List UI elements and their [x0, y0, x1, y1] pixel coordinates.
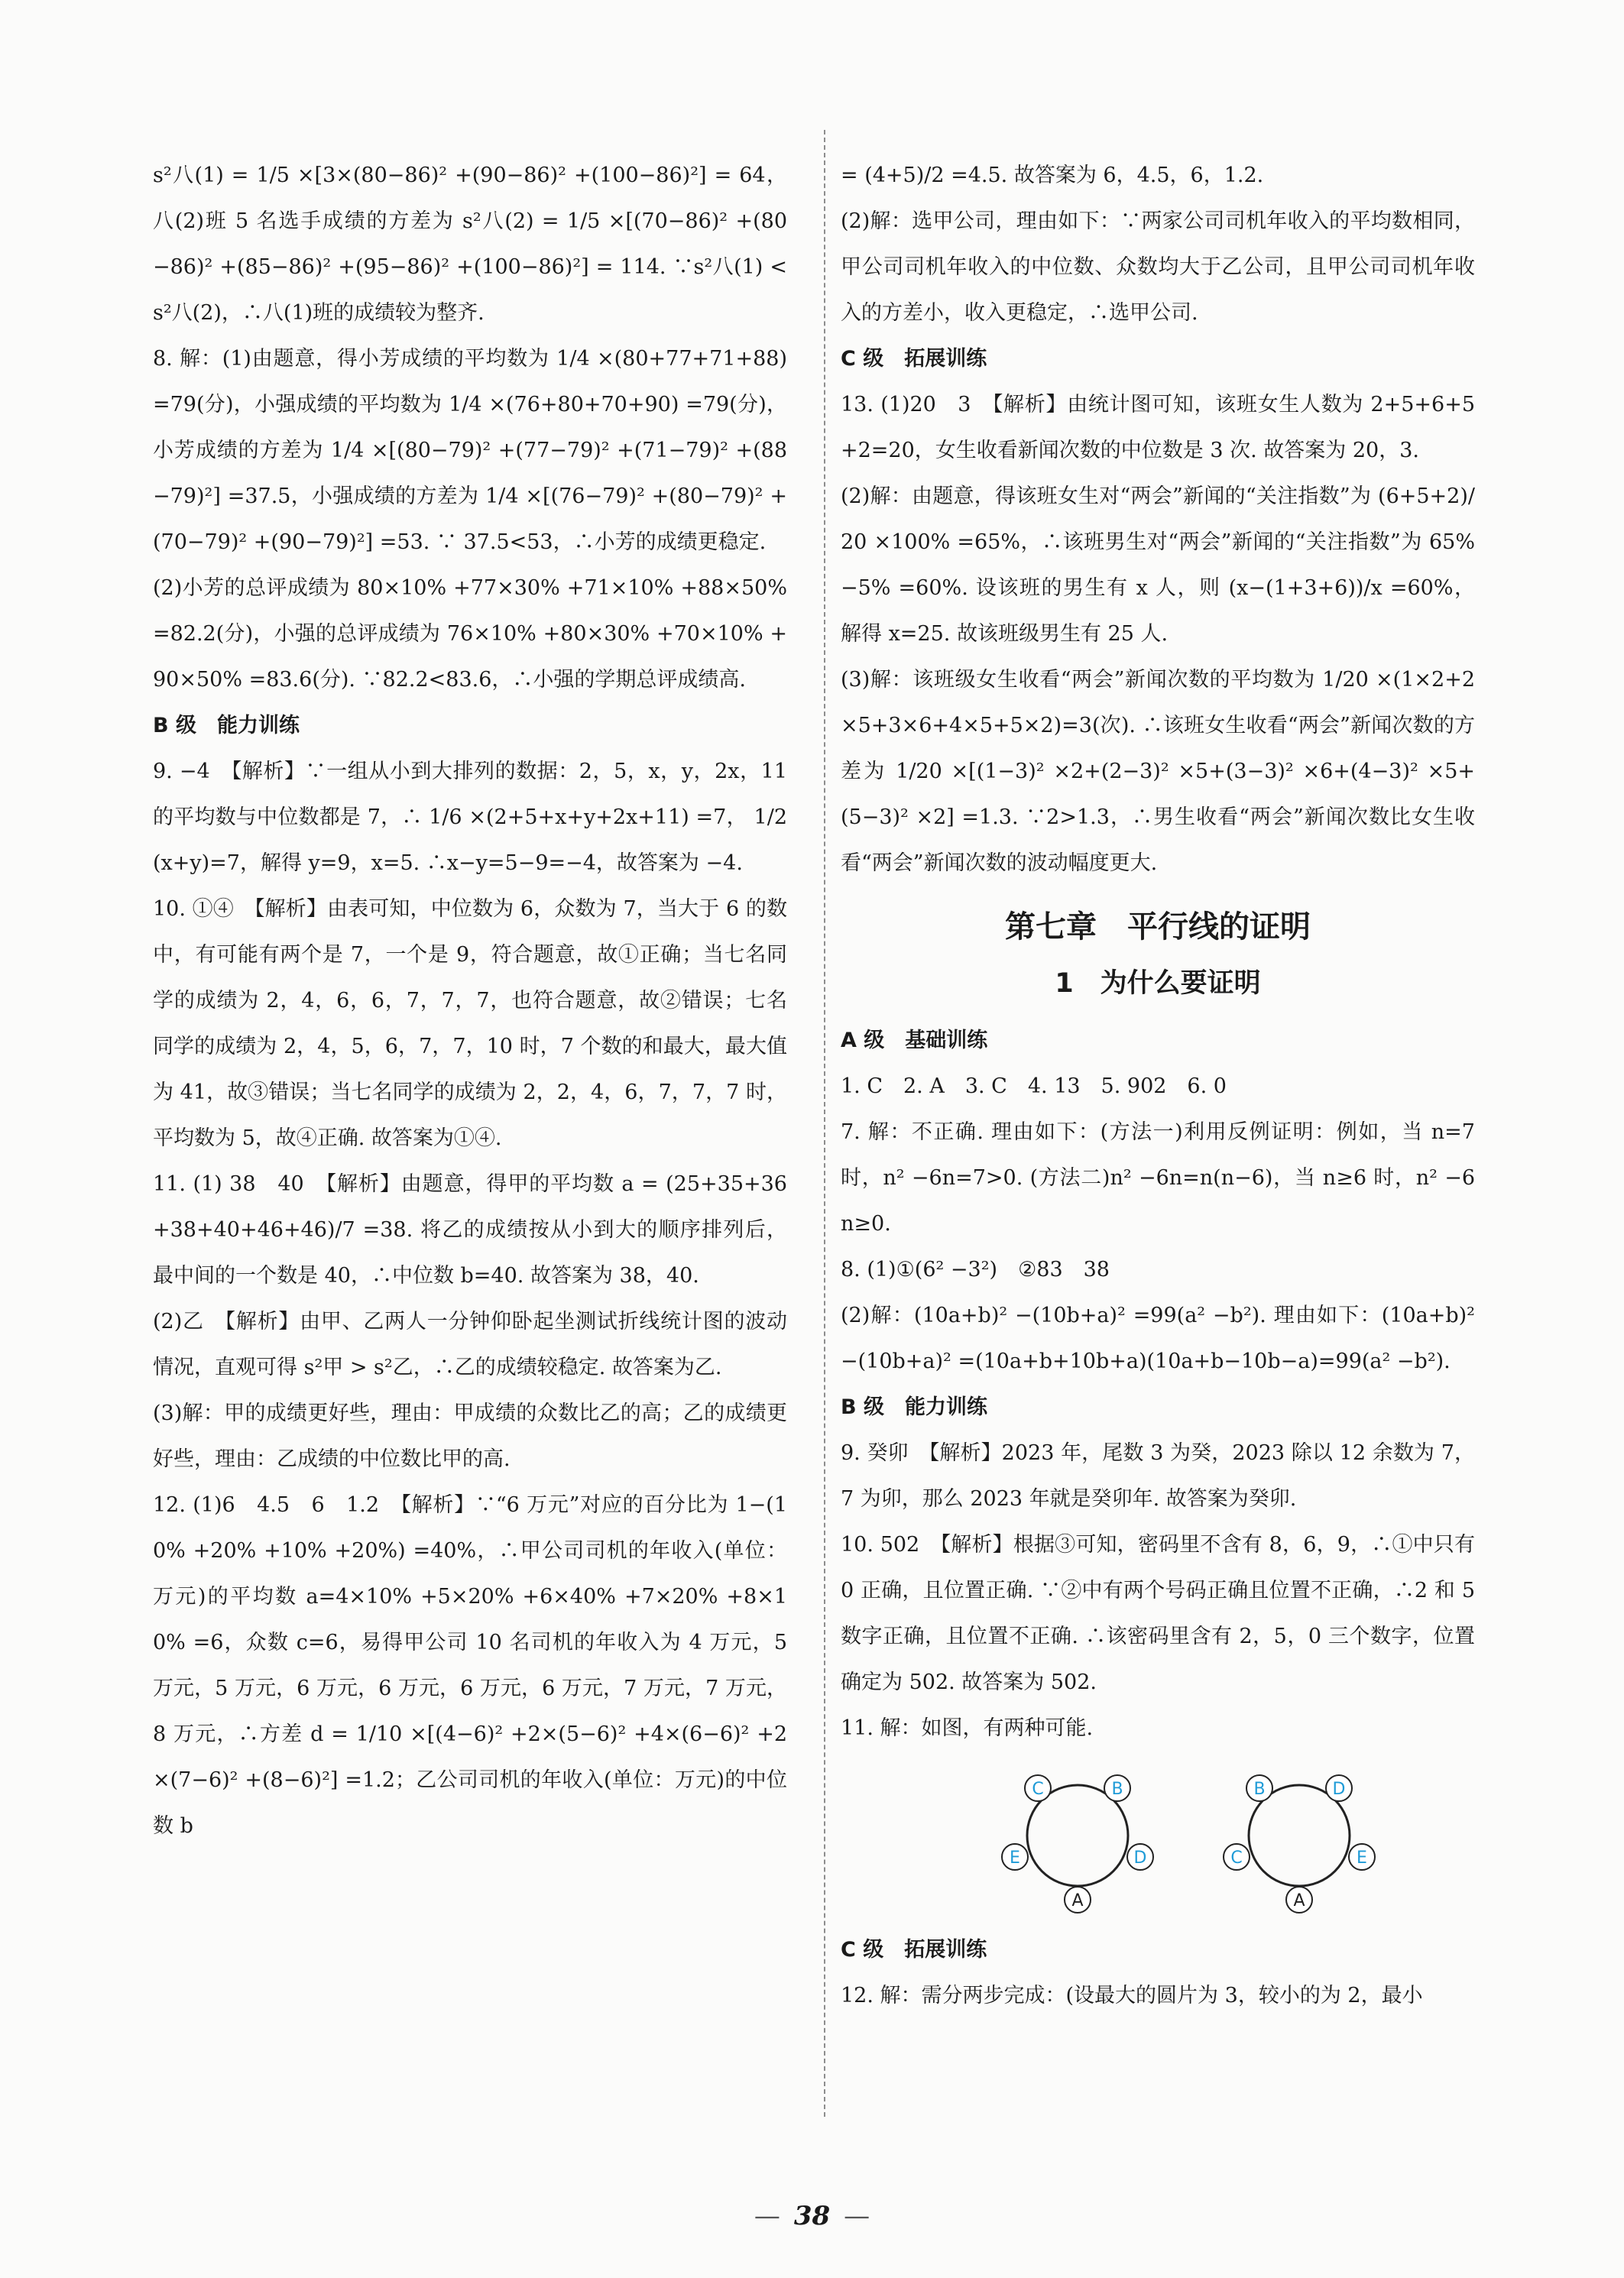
- level-heading: B 级 能力训练: [841, 1395, 987, 1419]
- paragraph: (3)解：甲的成绩更好些，理由：甲成绩的众数比乙的高；乙的成绩更好些，理由：乙成绩的中位数比甲的高.: [153, 1401, 787, 1471]
- seat-label: D: [1133, 1849, 1147, 1868]
- seat-label: A: [1071, 1891, 1084, 1910]
- page-number: [0, 2201, 1624, 2231]
- level-heading: B 级 能力训练: [153, 714, 300, 737]
- paragraph: (2)解：选甲公司，理由如下：∵两家公司司机年收入的平均数相同，甲公司司机年收入的中位数、众数均大于乙公司，且甲公司司机年收入的方差小，收入更稳定，∴选甲公司.: [841, 209, 1475, 325]
- paragraph: 9. 癸卯 【解析】2023 年，尾数 3 为癸，2023 除以 12 余数为 7，7 为卯，那么 2023 年就是癸卯年. 故答案为癸卯.: [841, 1441, 1475, 1511]
- paragraph: 7. 解：不正确. 理由如下：(方法一)利用反例证明：例如，当 n=7 时，n² −6n=7>0. (方法二)n² −6n=n(n−6)，当 n≥6 时，n² −6n≥0.: [841, 1120, 1475, 1236]
- paragraph: 1. C 2. A 3. C 4. 13 5. 902 6. 0: [841, 1074, 1227, 1098]
- paragraph: 13. (1)20 3 【解析】由统计图可知，该班女生人数为 2+5+6+5+2=20，女生收看新闻次数的中位数是 3 次. 故答案为 20，3.: [841, 393, 1475, 462]
- paragraph: 10. 502 【解析】根据③可知，密码里不含有 8，6，9，∴①中只有 0 正确，且位置正确. ∵②中有两个号码正确且位置不正确，∴2 和 5 数字正确，且位置不正确. ∴该密码里含有 2，5，0 三个数字，位置确定为 502. 故答案为 502.: [841, 1533, 1475, 1694]
- paragraph: 10. ①④ 【解析】由表可知，中位数为 6，众数为 7，当大于 6 的数中，有可能有两个是 7，一个是 9，符合题意，故①正确；当七名同学的成绩为 2，4，6，6，7，7，7，也符合题意，故②错误；七名同学的成绩为 2，4，5，6，7，7，10 时，7 个数的和最大，最大值为 41，故③错误；当七名同学的成绩为 2，2，4，6，7，7，7 时，平均数为 5，故④正确. 故答案为①④.: [153, 897, 787, 1150]
- page-number-dash: —: [844, 2201, 870, 2231]
- column-divider: [824, 130, 825, 2117]
- level-heading: C 级 拓展训练: [841, 347, 987, 371]
- page-number-dash: —: [754, 2201, 780, 2231]
- paragraph: 12. (1)6 4.5 6 1.2 【解析】∵“6 万元”对应的百分比为 1−(10% +20% +10% +20%) =40%，∴甲公司司机的年收入(单位：万元)的平均数 a=4×10% +5×20% +6×40% +7×20% +8×10% =6，众数 c=6，易得甲公司 10 名司机的年收入为 4 万元，5 万元，5 万元，6 万元，6 万元，6 万元，6 万元，7 万元，7 万元，8 万元，∴方差 d = 1/10 ×[(4−6)² +2×(5−6)² +4×(6−6)² +2×(7−6)² +(8−6)²] =1.2；乙公司司机的年收入(单位：万元)的中位数 b: [153, 1493, 787, 1838]
- seat-label: E: [1357, 1849, 1367, 1868]
- seating-diagram: [994, 1759, 1421, 1920]
- level-heading: C 级 拓展训练: [841, 1938, 987, 1962]
- seating-diagram-svg: [994, 1759, 1421, 1920]
- seat-label: B: [1253, 1780, 1266, 1799]
- paragraph: 8. (1)①(6² −3²) ②83 38: [841, 1258, 1110, 1282]
- paragraph: (2)小芳的总评成绩为 80×10% +77×30% +71×10% +88×50% =82.2(分)，小强的总评成绩为 76×10% +80×30% +70×10% +90×50% =83.6(分). ∵82.2<83.6，∴小强的学期总评成绩高.: [153, 576, 787, 692]
- level-heading: A 级 基础训练: [841, 1029, 988, 1052]
- paragraph: (2)解：由题意，得该班女生对“两会”新闻的“关注指数”为 (6+5+2)/20 ×100% =65%，∴该班男生对“两会”新闻的“关注指数”为 65% −5% =60%. 设该班的男生有 x 人，则 (x−(1+3+6))/x =60%，解得 x=25. 故该班级男生有 25 人.: [841, 484, 1475, 646]
- left-circle-group: [1002, 1775, 1153, 1913]
- paragraph: 12. 解：需分两步完成：(设最大的圆片为 3，较小的为 2，最小: [841, 1984, 1423, 2007]
- section-title: 1 为什么要证明: [1055, 968, 1261, 999]
- seat-label: E: [1010, 1849, 1020, 1868]
- paragraph: = (4+5)/2 =4.5. 故答案为 6，4.5，6，1.2.: [841, 164, 1264, 187]
- paragraph: (2)解：(10a+b)² −(10b+a)² =99(a² −b²). 理由如下：(10a+b)² −(10b+a)² =(10a+b+10b+a)(10a+b−10b−a)=99(a² −b²).: [841, 1304, 1475, 1373]
- paragraph: 9. −4 【解析】∵一组从小到大排列的数据：2，5，x，y，2x，11 的平均数与中位数都是 7，∴ 1/6 ×(2+5+x+y+2x+11) =7， 1/2 (x+y)=7，解得 y=9，x=5. ∴x−y=5−9=−4，故答案为 −4.: [153, 760, 787, 875]
- paragraph: 8. 解：(1)由题意，得小芳成绩的平均数为 1/4 ×(80+77+71+88)=79(分)，小强成绩的平均数为 1/4 ×(76+80+70+90) =79(分)，小芳成绩的方差为 1/4 ×[(80−79)² +(77−79)² +(71−79)² +(88−79)²] =37.5，小强成绩的方差为 1/4 ×[(76−79)² +(80−79)² +(70−79)² +(90−79)²] =53. ∵ 37.5<53，∴小芳的成绩更稳定.: [153, 347, 787, 554]
- right-column: [841, 153, 1475, 2019]
- seat-label: D: [1332, 1780, 1346, 1799]
- seat-label: C: [1230, 1849, 1243, 1868]
- seat-label: C: [1032, 1780, 1044, 1799]
- left-column: [153, 153, 787, 1849]
- paragraph: (3)解：该班级女生收看“两会”新闻次数的平均数为 1/20 ×(1×2+2×5+3×6+4×5+5×2)=3(次). ∴该班女生收看“两会”新闻次数的方差为 1/20 ×[(1−3)² ×2+(2−3)² ×5+(3−3)² ×6+(4−3)² ×5+(5−3)² ×2] =1.3. ∵2>1.3，∴男生收看“两会”新闻次数比女生收看“两会”新闻次数的波动幅度更大.: [841, 668, 1475, 875]
- paragraph: 11. 解：如图，有两种可能.: [841, 1716, 1094, 1740]
- chapter-title: 第七章 平行线的证明: [1005, 909, 1311, 945]
- paragraph: (2)乙 【解析】由甲、乙两人一分钟仰卧起坐测试折线统计图的波动情况，直观可得 s²甲 > s²乙，∴乙的成绩较稳定. 故答案为乙.: [153, 1310, 787, 1379]
- seat-label: B: [1111, 1780, 1123, 1799]
- right-circle-group: [1224, 1775, 1375, 1913]
- page-number-value: 38: [793, 2201, 831, 2231]
- paragraph: s²八(1) = 1/5 ×[3×(80−86)² +(90−86)² +(100−86)²] = 64，八(2)班 5 名选手成绩的方差为 s²八(2) = 1/5 ×[(70−86)² +(80−86)² +(85−86)² +(95−86)² +(100−86)²] = 114. ∵s²八(1) < s²八(2)，∴八(1)班的成绩较为整齐.: [153, 164, 787, 325]
- seat-label: A: [1293, 1891, 1305, 1910]
- paragraph: 11. (1) 38 40 【解析】由题意，得甲的平均数 a = (25+35+36+38+40+46+46)/7 =38. 将乙的成绩按从小到大的顺序排列后，最中间的一个数是 40，∴中位数 b=40. 故答案为 38，40.: [153, 1172, 787, 1288]
